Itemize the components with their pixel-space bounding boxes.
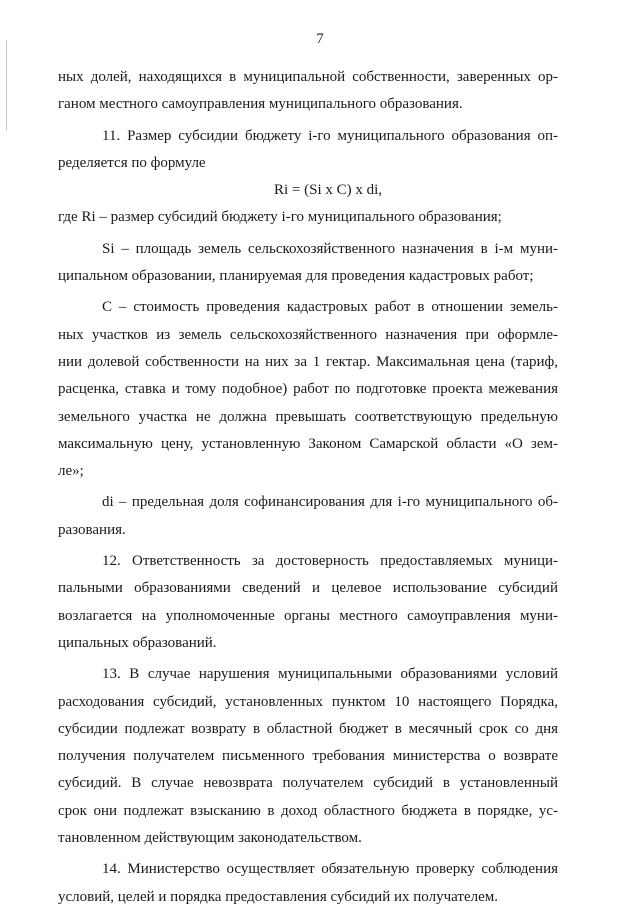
scan-margin-mark	[6, 40, 7, 130]
paragraph-12-line: пальными образованиями сведений и целевое использование субсидий	[58, 580, 558, 597]
definition-si-line: ципальном образовании, планируемая для проведения кадастровых работ;	[58, 268, 534, 285]
definition-c-line: С – стоимость проведения кадастровых работ в отношении земель-	[102, 299, 558, 316]
text-line: ных долей, находящихся в муниципальной собственности, заверенных ор-	[58, 69, 558, 85]
definition-c-line: нии долевой собственности на них за 1 гектар. Максимальная цена (тариф,	[58, 353, 558, 370]
definition-di-line: разования.	[58, 521, 126, 538]
body-text	[58, 64, 558, 911]
definition-c-line: максимальную цену, установленную Законом Самарской области «О зем-	[58, 435, 558, 452]
paragraph-14-line: 14. Министерство осуществляет обязательную проверку соблюдения	[102, 861, 558, 878]
paragraph-11-line: 11. Размер субсидии бюджету i-го муниципального образования оп-	[102, 127, 558, 144]
paragraph-12-line: возлагается на уполномоченные органы местного самоуправления муни-	[58, 607, 558, 624]
paragraph-13-line: 13. В случае нарушения муниципальными образованиями условий	[102, 666, 558, 683]
definition-c-line: земельного участка не должна превышать соответствующую предельную	[58, 408, 558, 425]
page-number: 7	[316, 31, 324, 47]
paragraph-14-line: условий, целей и порядка предоставления субсидий их получателем.	[58, 888, 498, 905]
paragraph-13-line: получения получателем письменного требования министерства о возврате	[58, 748, 558, 765]
definition-c-line: ных участков из земель сельскохозяйственного назначения при оформле-	[58, 326, 558, 343]
paragraph-13-line: срок они подлежат взысканию в доход областного бюджета в порядке, ус-	[58, 802, 558, 819]
paragraph-13-line: субсидий. В случае невозврата получателем субсидий в установленный	[58, 775, 558, 792]
paragraph-12-line: ципальных образований.	[58, 634, 217, 651]
paragraph-13-line: расходования субсидий, установленных пунктом 10 настоящего Порядка,	[58, 693, 558, 710]
definition-c-line: расценка, ставка и тому подобное) работ по подготовке проекта межевания	[58, 381, 558, 398]
paragraph-12-line: 12. Ответственность за достоверность предоставляемых муници-	[102, 553, 558, 570]
definition-c-line: ле»;	[58, 463, 84, 480]
definition-si-line: Si – площадь земель сельскохозяйственного назначения в i-м муни-	[102, 240, 558, 257]
definition-ri: где Ri – размер субсидий бюджету i-го муниципального образования;	[58, 209, 502, 226]
text-line: ганом местного самоуправления муниципального образования.	[58, 96, 463, 113]
paragraph-13-line: тановленном действующим законодательством.	[58, 830, 362, 847]
paragraph-13-line: субсидии подлежат возврату в областной бюджет в месячный срок со дня	[58, 720, 558, 737]
paragraph-11-line: ределяется по формуле	[58, 154, 206, 171]
definition-di-line: di – предельная доля софинансирования для i-го муниципального об-	[102, 494, 558, 511]
formula: Ri = (Si x C) x di,	[273, 182, 383, 199]
